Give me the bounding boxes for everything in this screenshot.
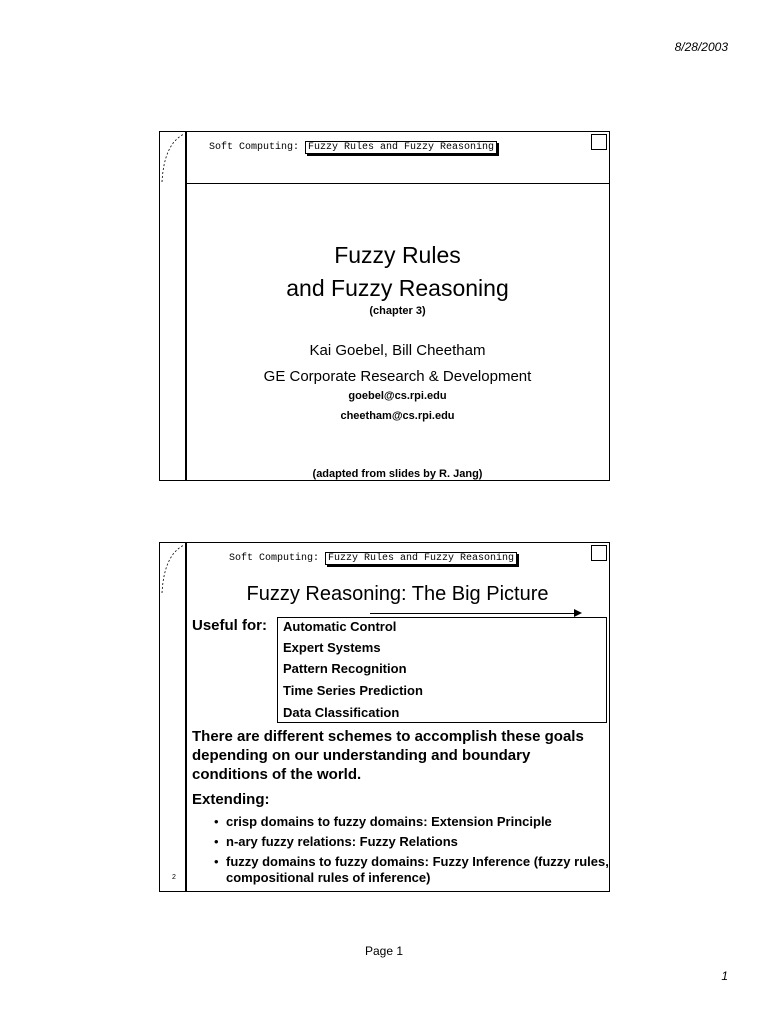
header-prefix: Soft Computing: [229,553,320,564]
list-item: Time Series Prediction [283,683,423,698]
bullet-text: fuzzy domains to fuzzy domains: Fuzzy Inference (fuzzy rules, compositional rules of inference) [226,854,609,885]
list-item: Pattern Recognition [283,661,407,676]
header-title: Fuzzy Rules and Fuzzy Reasoning [305,141,497,154]
bullet-icon: • [214,814,219,829]
slide-title-line2: and Fuzzy Reasoning [286,275,509,301]
slide-corner-curve [160,132,186,184]
chapter-label: (chapter 3) [369,305,426,317]
slide-header-divider [185,183,609,184]
slide-corner-box [591,134,607,150]
list-item: Expert Systems [283,640,381,655]
title-underline-arrow [370,613,578,614]
slide-title-line1: Fuzzy Rules [334,242,461,268]
bullet-icon: • [214,834,219,849]
list-item: Data Classification [283,705,400,720]
bullet-icon: • [214,854,219,869]
print-date: 8/28/2003 [674,40,728,54]
slide-1 [159,131,610,481]
slide-header [229,553,517,564]
arrow-head-icon [574,609,582,617]
header-prefix: Soft Computing: [209,142,300,153]
slide-2 [159,542,610,892]
credit-line: (adapted from slides by R. Jang) [312,468,483,480]
authors: Kai Goebel, Bill Cheetham [309,342,486,359]
slide-title: Fuzzy Reasoning: The Big Picture [246,583,549,605]
useful-for-list [277,617,607,723]
slide-corner-box [591,545,607,561]
bullet-text: n-ary fuzzy relations: Fuzzy Relations [226,834,458,849]
organization: GE Corporate Research & Development [263,368,532,385]
useful-for-label: Useful for: [192,617,267,634]
slide-header [209,142,497,153]
header-title: Fuzzy Rules and Fuzzy Reasoning [325,552,517,565]
email-1: goebel@cs.rpi.edu [348,390,447,402]
extending-label: Extending: [192,791,270,808]
slide-corner-curve [160,543,186,595]
slide-number: 2 [172,874,176,881]
schemes-paragraph: There are different schemes to accomplish these goals depending on our understanding and boundary conditions of the world. [192,728,584,783]
page-number: 1 [721,969,728,983]
list-item: Automatic Control [283,619,397,634]
email-2: cheetham@cs.rpi.edu [340,410,455,422]
bullet-text: crisp domains to fuzzy domains: Extension Principle [226,814,552,829]
page-footer: Page 1 [364,944,404,958]
